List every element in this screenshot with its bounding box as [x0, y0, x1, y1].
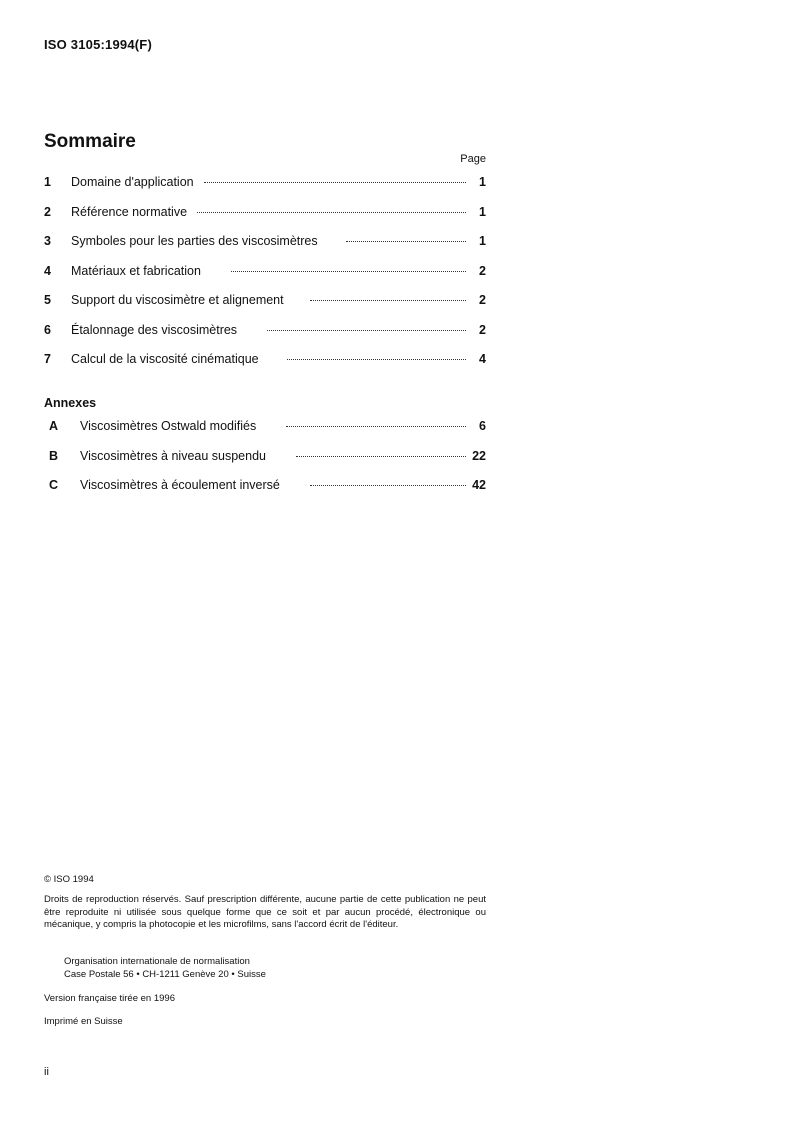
toc-item-label: Étalonnage des viscosimètres — [71, 322, 238, 337]
org-address: Case Postale 56 • CH-1211 Genève 20 • Suisse — [64, 968, 266, 980]
toc-item-label: Domaine d'application — [71, 175, 194, 189]
annex-item-page: 42 — [472, 478, 486, 492]
toc-item-number: 4 — [44, 263, 51, 278]
leader-dots — [231, 271, 466, 272]
annex-item-letter: A — [49, 419, 59, 433]
toc-item-label: Support du viscosimètre et alignement — [71, 293, 284, 307]
leader-dots — [197, 212, 466, 213]
toc-list — [44, 175, 486, 382]
leader-dots — [287, 359, 466, 360]
copyright-line: © ISO 1994 — [44, 874, 94, 885]
page-title: Sommaire — [44, 131, 136, 152]
toc-item-page: 1 — [479, 234, 486, 248]
toc-item-number: 7 — [44, 352, 51, 366]
toc-item[interactable] — [44, 234, 486, 264]
toc-item-page: 4 — [479, 352, 486, 366]
copyright-block — [44, 874, 486, 887]
leader-dots — [204, 182, 466, 183]
annex-item[interactable] — [44, 478, 486, 508]
toc-item[interactable] — [44, 323, 486, 353]
toc-item-page: 1 — [479, 175, 486, 189]
publisher-address — [44, 956, 486, 981]
annex-item-letter: C — [49, 478, 59, 492]
toc-item-number: 2 — [44, 204, 51, 219]
annexes-heading: Annexes — [44, 396, 97, 410]
page-column-label: Page — [460, 153, 486, 165]
leader-dots — [310, 485, 466, 486]
annex-item[interactable] — [44, 419, 486, 449]
toc-item[interactable] — [44, 293, 486, 323]
toc-item-page: 2 — [479, 322, 486, 337]
leader-dots — [310, 300, 466, 301]
toc-item-number: 5 — [44, 293, 51, 307]
leader-dots — [286, 426, 466, 427]
toc-item-page: 2 — [479, 293, 486, 307]
toc-item-number: 3 — [44, 234, 51, 248]
version-note — [44, 993, 486, 1006]
toc-item[interactable] — [44, 175, 486, 205]
toc-item-number: 1 — [44, 175, 51, 189]
toc-item[interactable] — [44, 264, 486, 294]
toc-item-label: Symboles pour les parties des viscosimètres — [71, 234, 318, 248]
annex-item-label: Viscosimètres Ostwald modifiés — [80, 419, 257, 433]
leader-dots — [267, 330, 466, 331]
rights-text: Droits de reproduction réservés. Sauf prescription différente, aucune partie de cette publication ne peut être reproduite ni utilisée sous quelque forme que ce soit et par aucun procédé, électronique ou mécanique, y compris la photocopie et les microfilms, sans l'accord écrit de l'éditeur. — [44, 894, 486, 930]
version-text: Version française tirée en 1996 — [44, 993, 175, 1004]
toc-item-label: Calcul de la viscosité cinématique — [71, 352, 259, 366]
rights-notice — [44, 894, 486, 932]
toc-item[interactable] — [44, 352, 486, 382]
annex-item-label: Viscosimètres à écoulement inversé — [80, 478, 280, 492]
toc-item-label: Matériaux et fabrication — [71, 263, 201, 278]
printed-note — [44, 1016, 486, 1029]
toc-item-label: Référence normative — [71, 204, 188, 219]
toc-item-page: 1 — [479, 204, 486, 219]
annex-list — [44, 419, 486, 508]
annex-item-page: 22 — [472, 448, 486, 463]
annex-item-letter: B — [49, 448, 59, 463]
toc-item-page: 2 — [479, 263, 486, 278]
leader-dots — [296, 456, 466, 457]
annex-item-label: Viscosimètres à niveau suspendu — [80, 448, 266, 463]
leader-dots — [346, 241, 466, 242]
page-number: ii — [44, 1066, 49, 1078]
org-name: Organisation internationale de normalisation — [64, 956, 250, 967]
annex-item-page: 6 — [479, 419, 486, 433]
toc-item-number: 6 — [44, 322, 51, 337]
annex-item[interactable] — [44, 449, 486, 479]
printed-text: Imprimé en Suisse — [44, 1016, 123, 1027]
toc-item[interactable] — [44, 205, 486, 235]
document-id: ISO 3105:1994(F) — [44, 37, 152, 52]
